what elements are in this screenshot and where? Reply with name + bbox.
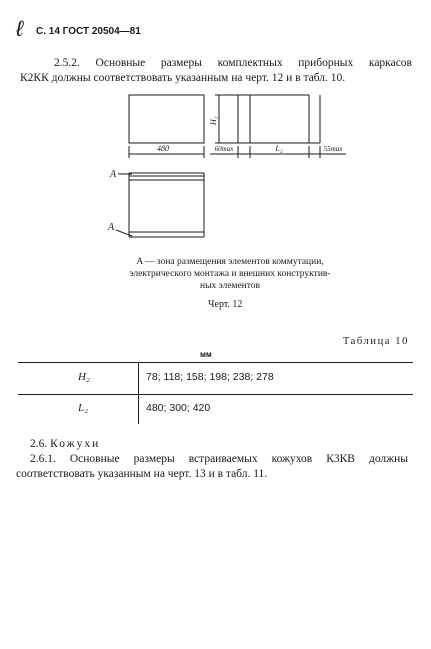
dim-480-label: 480 [157,144,169,153]
section-2-6-heading [30,438,100,450]
drawing-12 [0,0,431,260]
figure-caption [100,256,360,292]
paragraph-2-5-2-line1: 2.5.2. Основные размеры комплектных приборных каркасов [54,57,412,69]
paragraph-2-5-2-line2: К2КК должны соответствовать указанным на черт. 12 и в табл. 10. [20,72,346,84]
table-row-2-values: 480; 300; 420 [146,402,211,414]
paragraph-2-6-1-line1: 2.6.1. Основные размеры встраиваемых кожухов К3КВ должны [30,453,408,465]
table-row-1-values: 78; 118; 158; 198; 238; 278 [146,371,274,383]
corner-mark-icon: ℓ [16,16,24,41]
front-view-rect [129,95,204,143]
table-rule-top [18,362,413,363]
dim-l2-label: L₂ [275,144,283,153]
leader-a-bottom [116,230,132,236]
table-rule-mid [18,394,413,395]
dim-h2-label: H₂ [209,116,218,125]
section-2-6-number: 2.6. [30,438,48,450]
table-column-divider [138,362,139,424]
paragraph-2-6-1 [16,452,408,482]
caption-line1: A — зона размещения элементов коммутации, [136,257,324,267]
caption-line3: ных элементов [199,281,261,291]
top-view-rect [129,180,204,232]
table-title: Таблица 10 [342,336,409,347]
dim-55-label: 55max [323,145,343,153]
table-unit: мм [200,350,212,359]
table-row-1-symbol: H₂ [78,371,90,383]
side-view-rect [250,95,309,143]
label-a-bottom: A [108,222,115,233]
figure-ref: Черт. 12 [208,299,243,310]
table-row-2-symbol: L₂ [78,402,88,414]
caption-line2: электрического монтажа и внешних конструктив- [129,269,331,279]
dim-60-label: 60max [214,145,234,153]
page-header-text: С. 14 ГОСТ 20504—81 [36,26,141,37]
table-10 [18,362,413,424]
section-2-6-title: Кожухи [50,438,101,450]
paragraph-2-6-1-line2: соответствовать указанным на черт. 13 и в табл. 11. [16,468,268,480]
label-a-top: A [110,169,117,180]
